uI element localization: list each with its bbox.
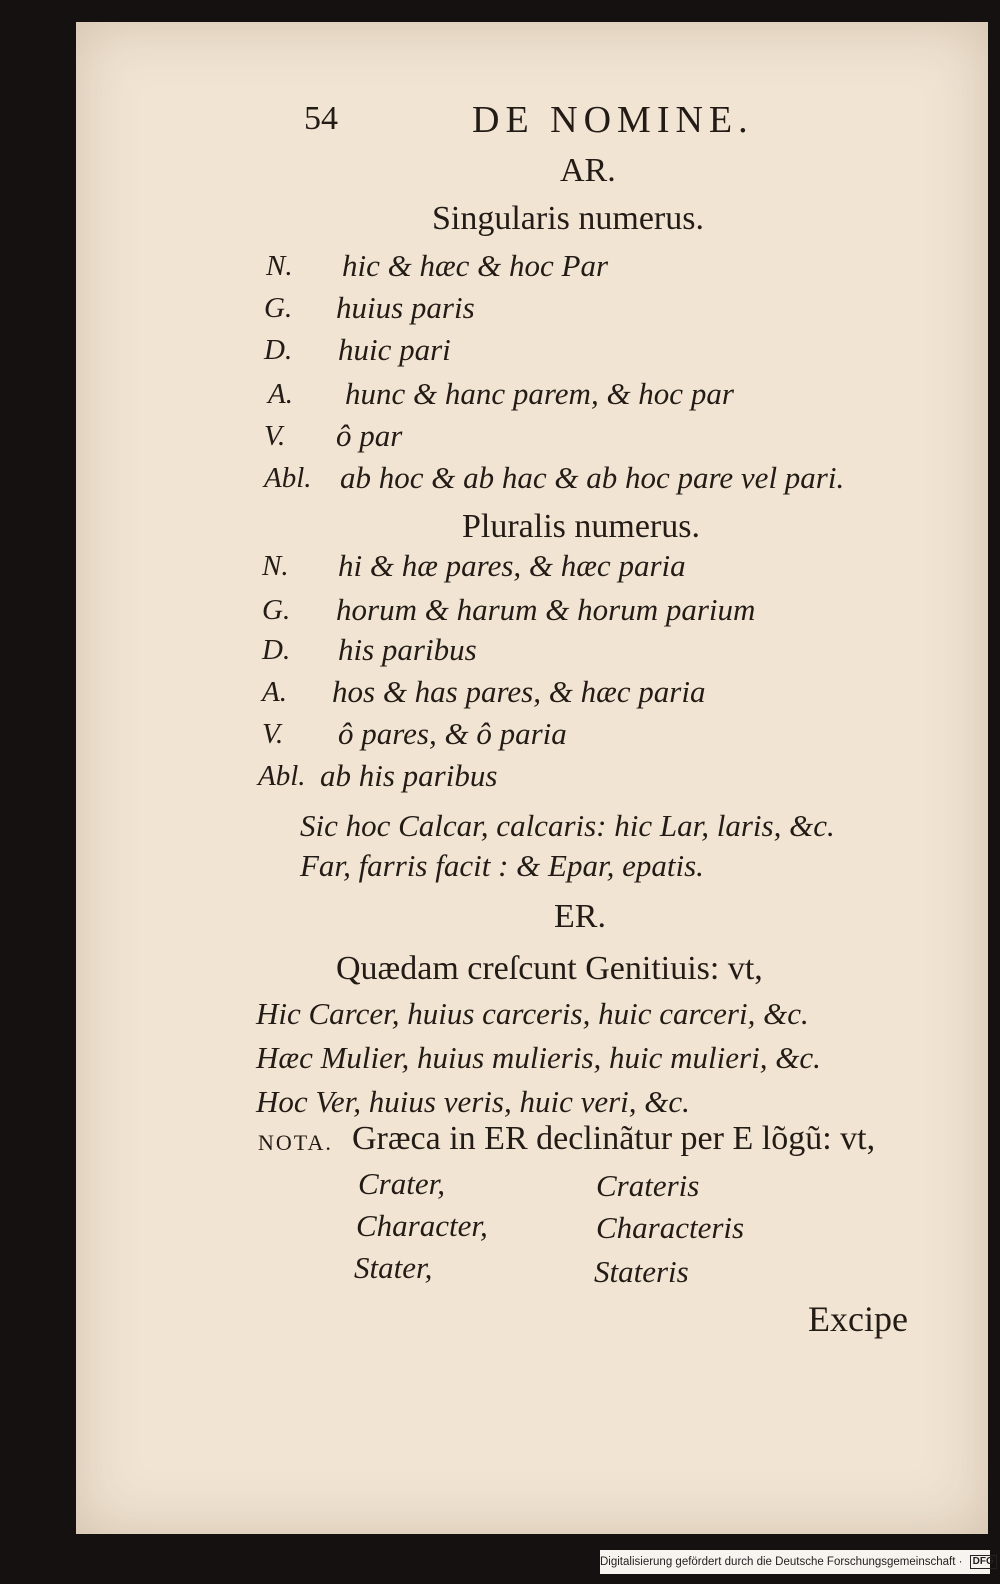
declension-form: huius paris: [336, 290, 475, 325]
page-number: 54: [304, 100, 338, 137]
declension-form: hos & has pares, & hæc paria: [332, 674, 706, 709]
case-label: N.: [266, 250, 293, 282]
singular-title: Singularis numerus.: [432, 200, 704, 237]
declension-form: ab his paribus: [320, 758, 498, 793]
note-line: Sic hoc Calcar, calcaris: hic Lar, laris, &c.: [300, 808, 835, 843]
plural-title: Pluralis numerus.: [462, 508, 700, 545]
note-line: Far, farris facit : & Epar, epatis.: [300, 848, 704, 883]
case-label: A.: [268, 378, 293, 410]
greek-nominative: Character,: [356, 1208, 488, 1243]
declension-form: his paribus: [338, 632, 477, 667]
digitization-footer: [600, 1550, 994, 1574]
case-label: V.: [264, 420, 286, 452]
declension-form: hunc & hanc parem, & hoc par: [345, 376, 734, 411]
declension-form: ô pares, & ô paria: [338, 716, 567, 751]
dfg-logo: DFG: [970, 1555, 997, 1569]
case-label: Abl.: [258, 760, 306, 792]
nota-label: NOTA.: [258, 1130, 333, 1155]
declension-form: hic & hæc & hoc Par: [342, 248, 609, 283]
case-label: V.: [262, 718, 284, 750]
section-heading-er: ER.: [554, 898, 606, 935]
greek-genitive: Characteris: [596, 1210, 745, 1245]
greek-nominative: Stater,: [354, 1250, 433, 1285]
greek-genitive: Stateris: [594, 1254, 689, 1289]
case-label: N.: [262, 550, 289, 582]
example-line: Hoc Ver, huius veris, huic veri, &c.: [256, 1084, 690, 1119]
case-label: G.: [264, 292, 293, 324]
case-label: D.: [264, 334, 293, 366]
example-line: Hic Carcer, huius carceris, huic carceri, &c.: [256, 996, 809, 1031]
er-intro: Quædam creſcunt Genitiuis: vt,: [336, 950, 763, 987]
case-label: Abl.: [264, 462, 312, 494]
case-label: G.: [262, 594, 291, 626]
footer-text: Digitalisierung gefördert durch die Deutsche Forschungsgemeinschaft ·: [600, 1556, 963, 1568]
example-line: Hæc Mulier, huius mulieris, huic mulieri, &c.: [256, 1040, 821, 1075]
running-title: DE NOMINE.: [472, 99, 754, 141]
declension-form: ô par: [336, 418, 403, 453]
nota-text: Græca in ER declinãtur per E lõgũ: vt,: [352, 1120, 876, 1157]
greek-genitive: Crateris: [596, 1168, 700, 1203]
declension-form: huic pari: [338, 332, 451, 367]
case-label: D.: [262, 634, 291, 666]
section-heading-ar: AR.: [560, 152, 616, 189]
greek-nominative: Crater,: [358, 1166, 445, 1201]
case-label: A.: [262, 676, 287, 708]
catchword: Excipe: [808, 1299, 908, 1339]
declension-form: ab hoc & ab hac & ab hoc pare vel pari.: [340, 460, 845, 495]
declension-form: hi & hæ pares, & hæc paria: [338, 548, 686, 583]
declension-form: horum & harum & horum parium: [336, 592, 756, 627]
